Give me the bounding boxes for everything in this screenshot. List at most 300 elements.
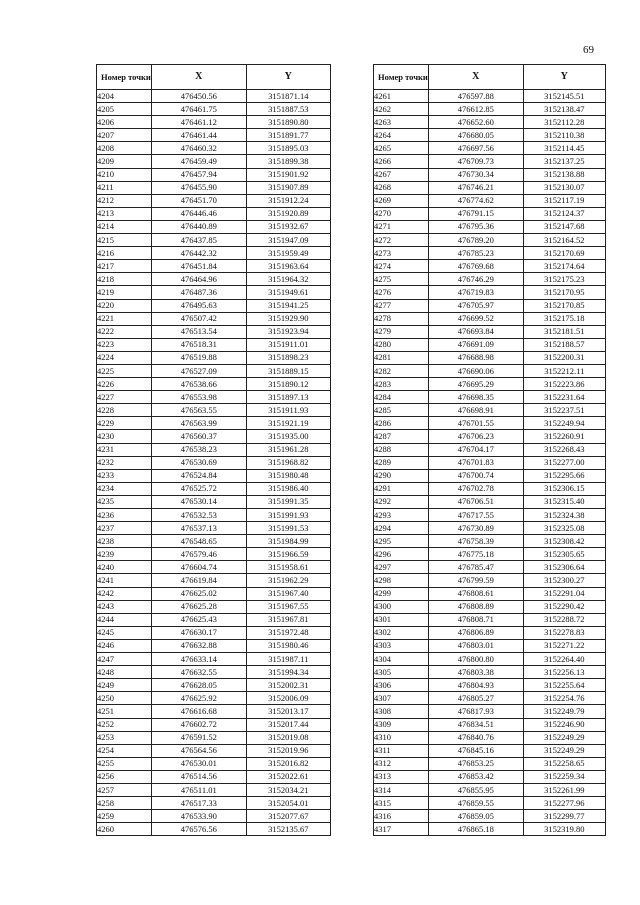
point-number-cell: 4239	[97, 548, 152, 561]
x-coordinate-cell: 476808.61	[428, 587, 523, 600]
y-coordinate-cell: 3152306.64	[523, 561, 605, 574]
table-row	[97, 692, 331, 705]
point-number-cell: 4233	[97, 469, 152, 482]
point-number-cell: 4247	[97, 653, 152, 666]
y-coordinate-cell: 3151968.82	[246, 456, 330, 469]
x-coordinate-cell: 476437.85	[151, 234, 246, 247]
y-coordinate-cell: 3151921.19	[246, 417, 330, 430]
table-row	[374, 705, 606, 718]
y-coordinate-cell: 3152170.95	[523, 286, 605, 299]
table-row	[97, 613, 331, 626]
point-number-cell: 4286	[374, 417, 429, 430]
point-number-cell: 4244	[97, 613, 152, 626]
table-row	[374, 744, 606, 757]
point-number-cell: 4213	[97, 207, 152, 220]
x-coordinate-cell: 476769.68	[428, 260, 523, 273]
table-row	[374, 364, 606, 377]
y-coordinate-cell: 3151898.23	[246, 351, 330, 364]
point-number-cell: 4252	[97, 718, 152, 731]
x-coordinate-cell: 476695.29	[428, 378, 523, 391]
x-coordinate-cell: 476691.09	[428, 338, 523, 351]
y-coordinate-cell: 3152054.01	[246, 797, 330, 810]
x-coordinate-cell: 476442.32	[151, 247, 246, 260]
y-coordinate-cell: 3152277.96	[523, 797, 605, 810]
y-coordinate-cell: 3151967.55	[246, 600, 330, 613]
x-coordinate-cell: 476459.49	[151, 155, 246, 168]
y-coordinate-cell: 3151967.81	[246, 613, 330, 626]
table-row	[374, 522, 606, 535]
y-coordinate-cell: 3152013.17	[246, 705, 330, 718]
x-coordinate-cell: 476602.72	[151, 718, 246, 731]
point-number-cell: 4245	[97, 626, 152, 639]
y-coordinate-cell: 3152019.08	[246, 731, 330, 744]
y-coordinate-cell: 3152249.29	[523, 731, 605, 744]
table-row	[374, 155, 606, 168]
table-row	[97, 142, 331, 155]
table-row	[374, 666, 606, 679]
y-coordinate-cell: 3151958.61	[246, 561, 330, 574]
table-row	[97, 823, 331, 836]
point-number-cell: 4227	[97, 391, 152, 404]
point-number-cell: 4217	[97, 260, 152, 273]
y-coordinate-cell: 3152319.80	[523, 823, 605, 836]
y-coordinate-cell: 3152114.45	[523, 142, 605, 155]
y-coordinate-cell: 3152325.08	[523, 522, 605, 535]
y-coordinate-cell: 3151949.61	[246, 286, 330, 299]
x-coordinate-cell: 476616.68	[151, 705, 246, 718]
table-row	[374, 181, 606, 194]
y-coordinate-cell: 3152277.00	[523, 456, 605, 469]
y-coordinate-cell: 3152016.82	[246, 757, 330, 770]
y-coordinate-cell: 3152271.22	[523, 639, 605, 652]
y-coordinate-cell: 3152249.79	[523, 705, 605, 718]
y-coordinate-cell: 3152112.28	[523, 116, 605, 129]
table-row	[374, 770, 606, 783]
x-coordinate-cell: 476514.56	[151, 770, 246, 783]
y-coordinate-cell: 3152138.47	[523, 103, 605, 116]
y-coordinate-cell: 3151964.32	[246, 273, 330, 286]
table-row	[97, 587, 331, 600]
point-number-cell: 4294	[374, 522, 429, 535]
x-coordinate-cell: 476597.88	[428, 90, 523, 103]
y-coordinate-cell: 3152249.29	[523, 744, 605, 757]
table-row	[97, 325, 331, 338]
table-row	[374, 129, 606, 142]
table-row	[97, 456, 331, 469]
y-coordinate-cell: 3152110.38	[523, 129, 605, 142]
table-row	[97, 522, 331, 535]
y-coordinate-cell: 3152019.96	[246, 744, 330, 757]
point-number-cell: 4214	[97, 220, 152, 233]
point-number-cell: 4295	[374, 535, 429, 548]
y-coordinate-cell: 3152259.34	[523, 770, 605, 783]
point-number-cell: 4250	[97, 692, 152, 705]
point-number-cell: 4316	[374, 810, 429, 823]
x-coordinate-cell: 476688.98	[428, 351, 523, 364]
y-coordinate-cell: 3152174.64	[523, 260, 605, 273]
point-number-cell: 4232	[97, 456, 152, 469]
x-coordinate-cell: 476859.05	[428, 810, 523, 823]
point-number-cell: 4272	[374, 234, 429, 247]
table-row	[374, 142, 606, 155]
table-row	[97, 103, 331, 116]
y-coordinate-cell: 3152002.31	[246, 679, 330, 692]
table-row	[374, 783, 606, 796]
x-coordinate-cell: 476717.55	[428, 509, 523, 522]
y-coordinate-cell: 3152260.91	[523, 430, 605, 443]
point-number-cell: 4237	[97, 522, 152, 535]
header-x: X	[151, 65, 246, 90]
y-coordinate-cell: 3152300.27	[523, 574, 605, 587]
table-row	[97, 744, 331, 757]
table-header-row	[374, 65, 606, 90]
table-row	[97, 600, 331, 613]
x-coordinate-cell: 476803.01	[428, 639, 523, 652]
point-number-cell: 4220	[97, 299, 152, 312]
table-row	[374, 587, 606, 600]
table-row	[374, 325, 606, 338]
x-coordinate-cell: 476701.83	[428, 456, 523, 469]
table-row	[374, 430, 606, 443]
y-coordinate-cell: 3151947.09	[246, 234, 330, 247]
x-coordinate-cell: 476625.92	[151, 692, 246, 705]
y-coordinate-cell: 3151941.25	[246, 299, 330, 312]
point-number-cell: 4278	[374, 312, 429, 325]
x-coordinate-cell: 476791.15	[428, 207, 523, 220]
y-coordinate-cell: 3152278.83	[523, 626, 605, 639]
x-coordinate-cell: 476563.99	[151, 417, 246, 430]
y-coordinate-cell: 3151890.12	[246, 378, 330, 391]
table-row	[97, 364, 331, 377]
table-row	[374, 823, 606, 836]
y-coordinate-cell: 3151895.03	[246, 142, 330, 155]
y-coordinate-cell: 3152175.23	[523, 273, 605, 286]
point-number-cell: 4317	[374, 823, 429, 836]
x-coordinate-cell: 476785.23	[428, 247, 523, 260]
x-coordinate-cell: 476817.93	[428, 705, 523, 718]
point-number-cell: 4312	[374, 757, 429, 770]
x-coordinate-cell: 476706.23	[428, 430, 523, 443]
x-coordinate-cell: 476524.84	[151, 469, 246, 482]
x-coordinate-cell: 476630.17	[151, 626, 246, 639]
table-row	[97, 653, 331, 666]
y-coordinate-cell: 3151967.40	[246, 587, 330, 600]
table-row	[97, 338, 331, 351]
x-coordinate-cell: 476690.06	[428, 364, 523, 377]
point-number-cell: 4256	[97, 770, 152, 783]
point-number-cell: 4221	[97, 312, 152, 325]
y-coordinate-cell: 3152135.67	[246, 823, 330, 836]
y-coordinate-cell: 3152170.69	[523, 247, 605, 260]
x-coordinate-cell: 476698.35	[428, 391, 523, 404]
y-coordinate-cell: 3152305.65	[523, 548, 605, 561]
x-coordinate-cell: 476730.89	[428, 522, 523, 535]
table-row	[97, 220, 331, 233]
point-number-cell: 4313	[374, 770, 429, 783]
table-row	[97, 574, 331, 587]
x-coordinate-cell: 476511.01	[151, 783, 246, 796]
table-row	[374, 469, 606, 482]
table-row	[374, 286, 606, 299]
x-coordinate-cell: 476440.89	[151, 220, 246, 233]
table-row	[374, 168, 606, 181]
point-number-cell: 4292	[374, 495, 429, 508]
y-coordinate-cell: 3151891.77	[246, 129, 330, 142]
x-coordinate-cell: 476859.55	[428, 797, 523, 810]
table-row	[97, 286, 331, 299]
table-row	[97, 679, 331, 692]
table-row	[374, 351, 606, 364]
table-row	[97, 247, 331, 260]
y-coordinate-cell: 3152291.04	[523, 587, 605, 600]
x-coordinate-cell: 476450.56	[151, 90, 246, 103]
table-row	[97, 260, 331, 273]
table-row	[97, 561, 331, 574]
y-coordinate-cell: 3152264.40	[523, 653, 605, 666]
x-coordinate-cell: 476461.75	[151, 103, 246, 116]
table-row	[374, 299, 606, 312]
point-number-cell: 4225	[97, 364, 152, 377]
point-number-cell: 4246	[97, 639, 152, 652]
coordinates-table-right	[373, 64, 606, 836]
x-coordinate-cell: 476451.84	[151, 260, 246, 273]
table-row	[97, 155, 331, 168]
point-number-cell: 4299	[374, 587, 429, 600]
y-coordinate-cell: 3152256.13	[523, 666, 605, 679]
table-row	[97, 378, 331, 391]
table-row	[97, 273, 331, 286]
point-number-cell: 4268	[374, 181, 429, 194]
x-coordinate-cell: 476795.36	[428, 220, 523, 233]
y-coordinate-cell: 3152117.19	[523, 194, 605, 207]
y-coordinate-cell: 3152268.43	[523, 443, 605, 456]
y-coordinate-cell: 3151962.29	[246, 574, 330, 587]
table-row	[374, 273, 606, 286]
point-number-cell: 4230	[97, 430, 152, 443]
point-number-cell: 4240	[97, 561, 152, 574]
x-coordinate-cell: 476564.56	[151, 744, 246, 757]
table-row	[97, 718, 331, 731]
y-coordinate-cell: 3152175.18	[523, 312, 605, 325]
point-number-cell: 4211	[97, 181, 152, 194]
point-number-cell: 4241	[97, 574, 152, 587]
x-coordinate-cell: 476519.88	[151, 351, 246, 364]
table-row	[374, 456, 606, 469]
point-number-cell: 4275	[374, 273, 429, 286]
point-number-cell: 4261	[374, 90, 429, 103]
table-row	[374, 404, 606, 417]
point-number-cell: 4222	[97, 325, 152, 338]
point-number-cell: 4297	[374, 561, 429, 574]
point-number-cell: 4257	[97, 783, 152, 796]
table-row	[97, 90, 331, 103]
table-row	[97, 116, 331, 129]
y-coordinate-cell: 3152290.42	[523, 600, 605, 613]
y-coordinate-cell: 3152077.67	[246, 810, 330, 823]
table-row	[97, 234, 331, 247]
table-row	[97, 783, 331, 796]
x-coordinate-cell: 476789.20	[428, 234, 523, 247]
point-number-cell: 4209	[97, 155, 152, 168]
point-number-cell: 4242	[97, 587, 152, 600]
point-number-cell: 4231	[97, 443, 152, 456]
y-coordinate-cell: 3152295.66	[523, 469, 605, 482]
y-coordinate-cell: 3152124.37	[523, 207, 605, 220]
point-number-cell: 4263	[374, 116, 429, 129]
table-row	[374, 613, 606, 626]
point-number-cell: 4311	[374, 744, 429, 757]
point-number-cell: 4279	[374, 325, 429, 338]
table-row	[374, 90, 606, 103]
y-coordinate-cell: 3151899.38	[246, 155, 330, 168]
table-row	[374, 574, 606, 587]
x-coordinate-cell: 476619.84	[151, 574, 246, 587]
x-coordinate-cell: 476530.69	[151, 456, 246, 469]
x-coordinate-cell: 476625.02	[151, 587, 246, 600]
table-row	[97, 495, 331, 508]
x-coordinate-cell: 476553.98	[151, 391, 246, 404]
header-y: Y	[246, 65, 330, 90]
point-number-cell: 4251	[97, 705, 152, 718]
y-coordinate-cell: 3152130.07	[523, 181, 605, 194]
y-coordinate-cell: 3151907.89	[246, 181, 330, 194]
table-row	[97, 535, 331, 548]
x-coordinate-cell: 476865.18	[428, 823, 523, 836]
point-number-cell: 4289	[374, 456, 429, 469]
y-coordinate-cell: 3152147.68	[523, 220, 605, 233]
point-number-cell: 4218	[97, 273, 152, 286]
y-coordinate-cell: 3152255.64	[523, 679, 605, 692]
y-coordinate-cell: 3152299.77	[523, 810, 605, 823]
table-row	[374, 194, 606, 207]
point-number-cell: 4224	[97, 351, 152, 364]
y-coordinate-cell: 3152223.86	[523, 378, 605, 391]
point-number-cell: 4310	[374, 731, 429, 744]
table-row	[374, 207, 606, 220]
x-coordinate-cell: 476806.89	[428, 626, 523, 639]
point-number-cell: 4274	[374, 260, 429, 273]
table-row	[97, 430, 331, 443]
point-number-cell: 4206	[97, 116, 152, 129]
table-row	[374, 718, 606, 731]
y-coordinate-cell: 3152249.94	[523, 417, 605, 430]
y-coordinate-cell: 3151959.49	[246, 247, 330, 260]
y-coordinate-cell: 3151901.92	[246, 168, 330, 181]
table-row	[374, 103, 606, 116]
table-row	[374, 509, 606, 522]
point-number-cell: 4314	[374, 783, 429, 796]
point-number-cell: 4291	[374, 482, 429, 495]
x-coordinate-cell: 476632.88	[151, 639, 246, 652]
table-row	[97, 194, 331, 207]
y-coordinate-cell: 3152138.88	[523, 168, 605, 181]
x-coordinate-cell: 476628.05	[151, 679, 246, 692]
x-coordinate-cell: 476800.80	[428, 653, 523, 666]
table-row	[374, 548, 606, 561]
x-coordinate-cell: 476576.56	[151, 823, 246, 836]
point-number-cell: 4281	[374, 351, 429, 364]
table-row	[97, 351, 331, 364]
point-number-cell: 4235	[97, 495, 152, 508]
table-row	[97, 299, 331, 312]
x-coordinate-cell: 476591.52	[151, 731, 246, 744]
y-coordinate-cell: 3152034.21	[246, 783, 330, 796]
y-coordinate-cell: 3151911.01	[246, 338, 330, 351]
y-coordinate-cell: 3152212.11	[523, 364, 605, 377]
point-number-cell: 4307	[374, 692, 429, 705]
x-coordinate-cell: 476525.72	[151, 482, 246, 495]
y-coordinate-cell: 3152200.31	[523, 351, 605, 364]
table-row	[374, 260, 606, 273]
x-coordinate-cell: 476625.28	[151, 600, 246, 613]
y-coordinate-cell: 3152258.65	[523, 757, 605, 770]
table-row	[97, 757, 331, 770]
table-row	[374, 482, 606, 495]
point-number-cell: 4229	[97, 417, 152, 430]
x-coordinate-cell: 476632.55	[151, 666, 246, 679]
table-row	[97, 168, 331, 181]
x-coordinate-cell: 476805.27	[428, 692, 523, 705]
y-coordinate-cell: 3152017.44	[246, 718, 330, 731]
table-row	[97, 666, 331, 679]
x-coordinate-cell: 476464.96	[151, 273, 246, 286]
x-coordinate-cell: 476706.51	[428, 495, 523, 508]
y-coordinate-cell: 3151929.90	[246, 312, 330, 325]
y-coordinate-cell: 3152022.61	[246, 770, 330, 783]
point-number-cell: 4243	[97, 600, 152, 613]
point-number-cell: 4266	[374, 155, 429, 168]
x-coordinate-cell: 476652.60	[428, 116, 523, 129]
y-coordinate-cell: 3152164.52	[523, 234, 605, 247]
point-number-cell: 4305	[374, 666, 429, 679]
y-coordinate-cell: 3151935.00	[246, 430, 330, 443]
x-coordinate-cell: 476853.25	[428, 757, 523, 770]
table-row	[374, 417, 606, 430]
table-row	[374, 600, 606, 613]
y-coordinate-cell: 3151897.13	[246, 391, 330, 404]
table-row	[97, 129, 331, 142]
y-coordinate-cell: 3151912.24	[246, 194, 330, 207]
point-number-cell: 4277	[374, 299, 429, 312]
x-coordinate-cell: 476785.47	[428, 561, 523, 574]
y-coordinate-cell: 3151920.89	[246, 207, 330, 220]
x-coordinate-cell: 476699.52	[428, 312, 523, 325]
x-coordinate-cell: 476730.34	[428, 168, 523, 181]
point-number-cell: 4280	[374, 338, 429, 351]
y-coordinate-cell: 3151889.15	[246, 364, 330, 377]
point-number-cell: 4309	[374, 718, 429, 731]
table-row	[97, 509, 331, 522]
x-coordinate-cell: 476808.89	[428, 600, 523, 613]
point-number-cell: 4253	[97, 731, 152, 744]
x-coordinate-cell: 476560.37	[151, 430, 246, 443]
y-coordinate-cell: 3151980.46	[246, 639, 330, 652]
y-coordinate-cell: 3152006.09	[246, 692, 330, 705]
y-coordinate-cell: 3152288.72	[523, 613, 605, 626]
y-coordinate-cell: 3151991.93	[246, 509, 330, 522]
table-row	[374, 247, 606, 260]
header-point-number: Номер точки	[97, 65, 152, 90]
y-coordinate-cell: 3151986.40	[246, 482, 330, 495]
y-coordinate-cell: 3151963.64	[246, 260, 330, 273]
x-coordinate-cell: 476746.29	[428, 273, 523, 286]
table-row	[374, 495, 606, 508]
point-number-cell: 4290	[374, 469, 429, 482]
table-row	[374, 810, 606, 823]
x-coordinate-cell: 476563.55	[151, 404, 246, 417]
y-coordinate-cell: 3151911.93	[246, 404, 330, 417]
x-coordinate-cell: 476460.32	[151, 142, 246, 155]
